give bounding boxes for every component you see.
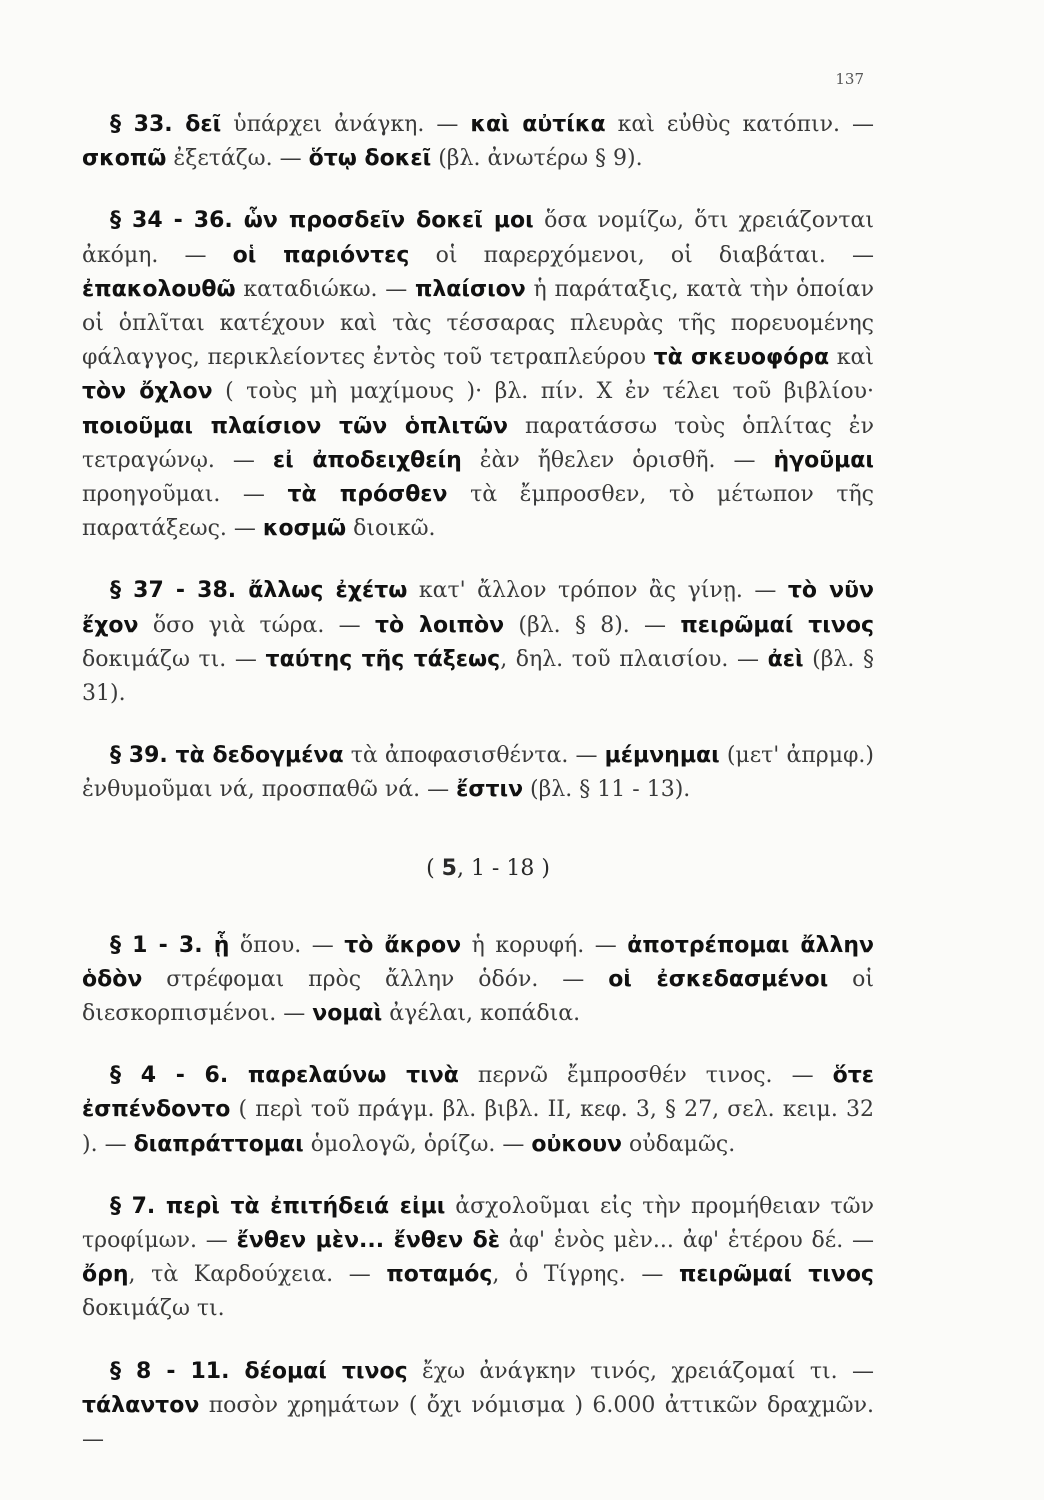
lemma-term: ταύτης τῆς τάξεως bbox=[265, 646, 501, 672]
lemma-term: πειρῶμαί τινος bbox=[678, 1262, 874, 1288]
section-heading bbox=[82, 856, 874, 881]
lemma-term: τὸ ἄκρον bbox=[344, 932, 462, 958]
gloss-text: περνῶ ἔμπροσθέν τινος. — bbox=[458, 1063, 833, 1089]
gloss-text: ἔχω ἀνάγκην τινός, χρειάζομαί τι. — bbox=[407, 1358, 874, 1384]
gloss-text: διοικῶ. bbox=[346, 516, 436, 542]
gloss-text: οὐδαμῶς. bbox=[621, 1131, 736, 1157]
gloss-text: ποσὸν χρημάτων ( ὄχι νόμισμα ) 6.000 ἀττικῶν δραχμῶν. — bbox=[82, 1392, 874, 1453]
gloss-text: ὁμολογῶ, ὁρίζω. — bbox=[303, 1131, 532, 1157]
lemma-term: τὰ σκευοφόρα bbox=[653, 345, 830, 371]
lemma-term: καὶ αὐτίκα bbox=[470, 112, 606, 137]
gloss-text: ὑπάρχει ἀνάγκη. — bbox=[221, 112, 471, 137]
gloss-text: ὅπου. — bbox=[229, 932, 345, 958]
lemma-term: § 4 - 6. παρελαύνω τινὰ bbox=[110, 1063, 459, 1089]
heading-range: , 1 - 18 ) bbox=[456, 855, 550, 881]
gloss-text: καταδιώκω. — bbox=[235, 276, 415, 302]
lemma-term: εἰ ἀποδειχθείη bbox=[272, 447, 462, 473]
lemma-term: § 37 - 38. ἄλλως ἐχέτω bbox=[110, 578, 408, 604]
gloss-text: ἡ παράταξις, κατὰ τὴν ὁποίαν οἱ ὁπλῖται κατέχουν καὶ τὰς τέσσαρας πλευρὰς τῆς πορευομένης φάλαγγος, περικλείοντες ἐντὸς τοῦ τετραπλεύρου bbox=[82, 276, 874, 371]
gloss-text: , ὁ Τίγρης. — bbox=[492, 1262, 679, 1288]
gloss-text: ἐξετάζω. — bbox=[166, 146, 309, 172]
gloss-text: , τὰ Καρδούχεια. — bbox=[128, 1262, 387, 1288]
lemma-term: § 1 - 3. ᾗ bbox=[110, 932, 230, 958]
page-number: 137 bbox=[835, 70, 864, 88]
paragraph-39 bbox=[82, 739, 874, 807]
lemma-term: τὸν ὄχλον bbox=[82, 379, 213, 405]
gloss-text: ἐὰν ἤθελεν ὁρισθῆ. — bbox=[461, 447, 774, 473]
lemma-term: ἀεὶ bbox=[767, 646, 804, 672]
gloss-text: καὶ εὐθὺς κατόπιν. — bbox=[605, 112, 874, 137]
lemma-term: ἡγοῦμαι bbox=[773, 447, 874, 473]
paragraph-37-38 bbox=[82, 574, 874, 711]
gloss-text: ἀσχολοῦμαι εἰς τὴν προμήθειαν τῶν τροφίμων. — bbox=[82, 1193, 874, 1254]
gloss-text: (μετ' ἀπρμφ.) ἐνθυμοῦμαι νά, προσπαθῶ νά. — bbox=[82, 743, 874, 803]
paragraph-1-3 bbox=[82, 929, 874, 1032]
gloss-text: οἱ διεσκορπισμένοι. — bbox=[82, 966, 874, 1027]
lemma-term: § 8 - 11. δέομαί τινος bbox=[110, 1358, 408, 1384]
gloss-text: δοκιμάζω τι. — bbox=[82, 646, 266, 672]
lemma-term: ὄρη bbox=[82, 1262, 129, 1288]
lemma-term: τὸ νῦν ἔχον bbox=[82, 578, 874, 638]
paragraph-7 bbox=[82, 1190, 874, 1327]
gloss-text: τὰ ἀποφασισθέντα. — bbox=[343, 743, 605, 769]
lemma-term: τάλαντον bbox=[82, 1392, 200, 1418]
lemma-term: τὰ πρόσθεν bbox=[287, 482, 448, 508]
gloss-text: (βλ. § 8). — bbox=[504, 612, 681, 638]
paragraph-34-36 bbox=[82, 204, 874, 546]
gloss-text: ἀφ' ἑνὸς μὲν... ἀφ' ἑτέρου δέ. — bbox=[500, 1228, 874, 1254]
gloss-text: στρέφομαι πρὸς ἄλλην ὁδόν. — bbox=[142, 966, 609, 992]
gloss-text: δοκιμάζω τι. bbox=[82, 1296, 225, 1322]
lemma-term: πειρῶμαί τινος bbox=[680, 612, 874, 638]
heading-number: 5 bbox=[441, 855, 457, 881]
lemma-term: ποταμός bbox=[386, 1262, 493, 1288]
lemma-term: ἔνθεν μὲν... ἔνθεν δὲ bbox=[236, 1228, 500, 1254]
lemma-term: § 7. περὶ τὰ ἐπιτήδειά εἰμι bbox=[110, 1193, 446, 1219]
gloss-text: καὶ bbox=[829, 345, 874, 371]
lemma-term: § 39. τὰ δεδογμένα bbox=[110, 743, 344, 769]
lemma-term: ἐπακολουθῶ bbox=[82, 276, 236, 302]
gloss-text: ἀγέλαι, κοπάδια. bbox=[382, 1001, 581, 1027]
lemma-term: κοσμῶ bbox=[262, 516, 347, 542]
gloss-text: οἱ παρερχόμενοι, οἱ διαβάται. — bbox=[409, 242, 875, 268]
lemma-term: διαπράττομαι bbox=[133, 1131, 304, 1157]
gloss-text: (βλ. ἀνωτέρω § 9). bbox=[431, 146, 643, 172]
heading-open: ( bbox=[426, 855, 442, 881]
lemma-term: ἀποτρέπομαι ἄλλην ὁδὸν bbox=[82, 932, 875, 992]
gloss-text: παρατάσσω τοὺς ὁπλίτας ἐν τετραγώνῳ. — bbox=[82, 413, 874, 473]
lemma-term: μέμνημαι bbox=[604, 743, 720, 769]
lemma-term: οὐκουν bbox=[531, 1131, 622, 1157]
lemma-term: ποιοῦμαι πλαίσιον τῶν ὁπλιτῶν bbox=[82, 413, 509, 439]
page-body bbox=[82, 108, 874, 1457]
gloss-text: ( τοὺς μὴ μαχίμους )· βλ. πίν. X ἐν τέλει τοῦ βιβλίου· bbox=[212, 379, 875, 405]
lemma-term: § 33. δεῖ bbox=[110, 112, 222, 137]
gloss-text: προηγοῦμαι. — bbox=[82, 482, 288, 508]
gloss-text: ἡ κορυφή. — bbox=[461, 932, 628, 958]
lemma-term: οἱ ἐσκεδασμένοι bbox=[608, 966, 829, 992]
lemma-term: νομαὶ bbox=[312, 1001, 383, 1027]
gloss-text: (βλ. § 11 - 13). bbox=[523, 777, 691, 803]
paragraph-4-6 bbox=[82, 1059, 874, 1162]
paragraph-8-11 bbox=[82, 1355, 874, 1458]
paragraph-33 bbox=[82, 108, 874, 176]
gloss-text: , δηλ. τοῦ πλαισίου. — bbox=[500, 646, 768, 672]
lemma-term: ἔστιν bbox=[456, 777, 524, 803]
gloss-text: τὰ ἔμπροσθεν, τὸ μέτωπον τῆς παρατάξεως. — bbox=[82, 482, 874, 542]
lemma-term: § 34 - 36. ὧν προσδεῖν δοκεῖ μοι bbox=[110, 208, 534, 234]
lemma-term: ὅτῳ δοκεῖ bbox=[308, 146, 432, 172]
lemma-term: οἱ παριόντες bbox=[232, 242, 410, 268]
lemma-term: σκοπῶ bbox=[82, 146, 167, 172]
gloss-text: ὅσα νομίζω, ὅτι χρειάζονται ἀκόμη. — bbox=[82, 208, 874, 268]
gloss-text: (βλ. § 31). bbox=[82, 646, 874, 707]
gloss-text: κατ' ἄλλον τρόπον ἂς γίνῃ. — bbox=[407, 578, 788, 604]
gloss-text: ὅσο γιὰ τώρα. — bbox=[138, 612, 375, 638]
lemma-term: πλαίσιον bbox=[414, 276, 526, 302]
lemma-term: τὸ λοιπὸν bbox=[374, 612, 505, 638]
lemma-term: ὅτε ἐσπένδοντο bbox=[82, 1063, 875, 1123]
gloss-text: ( περὶ τοῦ πράγμ. βλ. βιβλ. II, κεφ. 3, § 27, σελ. κειμ. 32 ). — bbox=[82, 1097, 874, 1157]
